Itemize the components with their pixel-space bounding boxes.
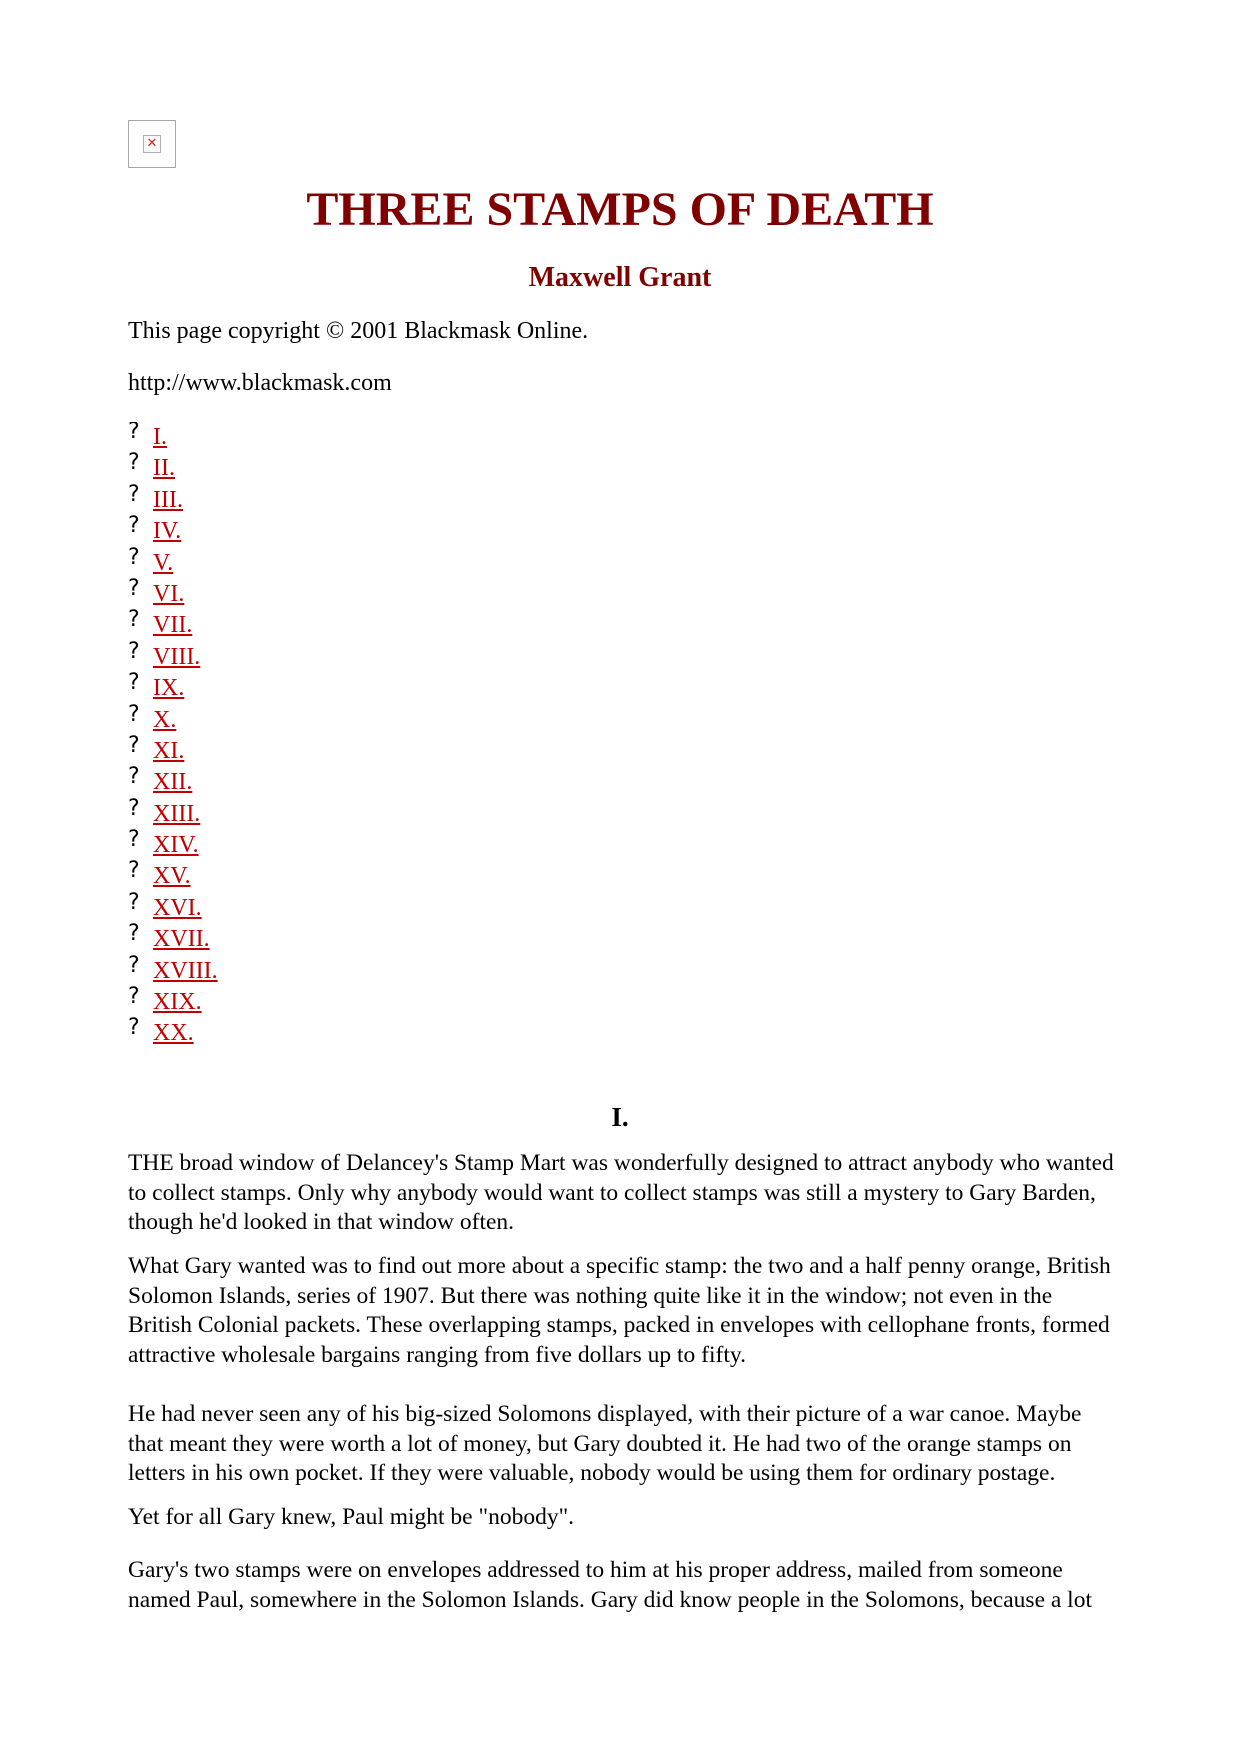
toc-item bbox=[128, 921, 528, 955]
toc-link[interactable]: XII. bbox=[153, 769, 193, 796]
toc-item bbox=[128, 481, 528, 516]
table-of-contents bbox=[128, 422, 528, 1060]
toc-link[interactable]: XVI. bbox=[153, 894, 202, 921]
toc-link[interactable]: XX. bbox=[153, 1020, 194, 1047]
toc-link[interactable]: VIII. bbox=[153, 643, 201, 670]
toc-item bbox=[128, 1015, 528, 1049]
toc-item bbox=[128, 670, 528, 704]
toc-link[interactable]: V. bbox=[153, 549, 174, 576]
toc-link[interactable]: VII. bbox=[153, 612, 193, 639]
toc-item bbox=[128, 764, 528, 798]
toc-item bbox=[128, 607, 528, 641]
toc-bullet: ? bbox=[128, 701, 140, 727]
toc-bullet: ? bbox=[128, 544, 140, 570]
toc-link[interactable]: IV. bbox=[153, 518, 182, 545]
toc-link[interactable]: XIII. bbox=[153, 800, 201, 827]
paragraph: THE broad window of Delancey's Stamp Mart was wonderfully designed to attract anybody who wanted to collect stamps. Only why anybody would want to collect stamps was still a mystery to Gary Barden, though he'd looked in that window often. bbox=[128, 1150, 1114, 1236]
toc-bullet: ? bbox=[128, 952, 140, 978]
paragraph: He had never seen any of his big-sized Solomons displayed, with their picture of a war canoe. Maybe that meant they were worth a lot of money, but Gary doubted it. He had two of the orange stamps on letters in his own pocket. If they were valuable, nobody would be using them for ordinary postage. bbox=[128, 1401, 1082, 1487]
copyright-line: This page copyright © 2001 Blackmask Online. bbox=[128, 318, 589, 344]
toc-link[interactable]: III. bbox=[153, 486, 183, 513]
broken-image-icon bbox=[128, 120, 176, 168]
toc-link[interactable]: IX. bbox=[153, 675, 185, 702]
paragraph: What Gary wanted was to find out more about a specific stamp: the two and a half penny orange, British Solomon Islands, series of 1907. But there was nothing quite like it in the window; not even in the British Colonial packets. These overlapping stamps, packed in envelopes with cellophane fronts, formed attractive wholesale bargains ranging from five dollars up to fifty. bbox=[128, 1253, 1111, 1368]
toc-bullet: ? bbox=[128, 670, 140, 696]
toc-item bbox=[128, 422, 528, 453]
toc-item bbox=[128, 544, 528, 579]
paragraph: Yet for all Gary knew, Paul might be "nobody". bbox=[128, 1504, 575, 1530]
toc-item bbox=[128, 575, 528, 610]
document-title: THREE STAMPS OF DEATH bbox=[306, 183, 934, 236]
toc-link[interactable]: X. bbox=[153, 706, 177, 733]
document-author: Maxwell Grant bbox=[528, 262, 712, 293]
broken-image-x-icon: ✕ bbox=[143, 135, 161, 153]
toc-item bbox=[128, 795, 528, 830]
toc-item bbox=[128, 513, 528, 547]
paragraph: Gary's two stamps were on envelopes addressed to him at his proper address, mailed from someone named Paul, somewhere in the Solomon Islands. Gary did know people in the Solomons, because a lot bbox=[128, 1557, 1092, 1613]
toc-item bbox=[128, 984, 528, 1018]
toc-bullet: ? bbox=[128, 732, 140, 758]
toc-bullet: ? bbox=[128, 921, 140, 947]
toc-bullet: ? bbox=[128, 513, 140, 539]
toc-bullet: ? bbox=[128, 607, 140, 633]
toc-bullet: ? bbox=[128, 638, 140, 664]
toc-bullet: ? bbox=[128, 575, 140, 601]
toc-link[interactable]: XIX. bbox=[153, 989, 202, 1016]
toc-link[interactable]: I. bbox=[153, 424, 167, 450]
toc-item bbox=[128, 889, 528, 924]
site-url: http://www.blackmask.com bbox=[128, 370, 392, 396]
toc-bullet: ? bbox=[128, 889, 140, 915]
toc-link[interactable]: XVIII. bbox=[153, 957, 218, 984]
toc-link[interactable]: VI. bbox=[153, 580, 185, 607]
toc-link[interactable]: XIV. bbox=[153, 832, 199, 859]
toc-bullet: ? bbox=[128, 1015, 140, 1041]
toc-bullet: ? bbox=[128, 795, 140, 821]
toc-link[interactable]: XVII. bbox=[153, 926, 210, 953]
toc-bullet: ? bbox=[128, 827, 140, 853]
toc-link[interactable]: II. bbox=[153, 455, 175, 482]
toc-item bbox=[128, 701, 528, 736]
toc-bullet: ? bbox=[128, 858, 140, 884]
toc-link[interactable]: XI. bbox=[153, 737, 185, 764]
toc-bullet: ? bbox=[128, 481, 140, 507]
toc-link[interactable]: XV. bbox=[153, 863, 191, 890]
toc-bullet: ? bbox=[128, 422, 140, 444]
toc-bullet: ? bbox=[128, 450, 140, 476]
toc-item bbox=[128, 827, 528, 861]
toc-item bbox=[128, 952, 528, 987]
toc-item bbox=[128, 450, 528, 484]
toc-bullet: ? bbox=[128, 764, 140, 790]
toc-item bbox=[128, 732, 528, 767]
toc-item bbox=[128, 638, 528, 673]
toc-bullet: ? bbox=[128, 984, 140, 1010]
toc-item bbox=[128, 858, 528, 892]
chapter-heading: I. bbox=[611, 1102, 629, 1132]
